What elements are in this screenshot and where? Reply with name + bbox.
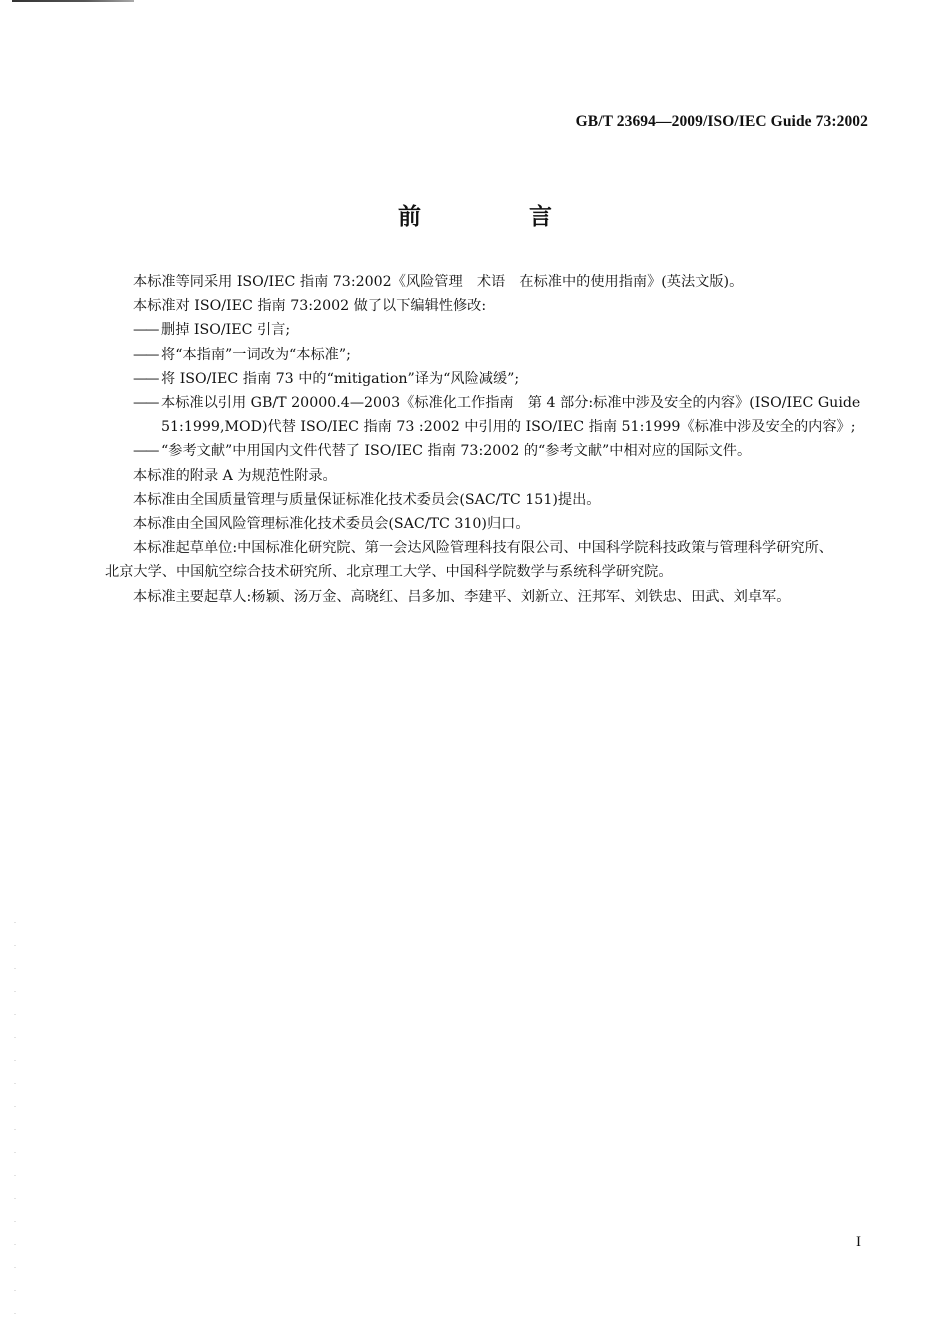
paragraph-drafting-organizations: 本标准起草单位:中国标准化研究院、第一会达风险管理科技有限公司、中国科学院科技政策与管理科学研究所、北京大学、中国航空综合技术研究所、北京理工大学、中国科学院数学与系统科学研究院。 (105, 540, 833, 581)
page-title: 前 言 (397, 204, 602, 230)
dash-lead: —— (133, 443, 158, 460)
list-item (105, 391, 873, 439)
paragraph-annex: 本标准的附录 A 为规范性附录。 (133, 467, 337, 484)
page-number: I (856, 1234, 861, 1250)
list-item-text: “参考文献”中用国内文件代替了 ISO/IEC 指南 73:2002 的“参考文献”中相对应的国际文件。 (161, 443, 752, 460)
foreword-body (105, 270, 873, 609)
list-item (105, 367, 873, 391)
standard-code-header: GB/T 23694—2009/ISO/IEC Guide 73:2002 (575, 113, 868, 130)
list-item-text: 将 ISO/IEC 指南 73 中的“mitigation”译为“风险减缓”; (161, 370, 520, 387)
dash-lead: —— (133, 346, 158, 363)
paragraph-under-jurisdiction: 本标准由全国风险管理标准化技术委员会(SAC/TC 310)归口。 (133, 516, 530, 533)
dash-lead: —— (133, 322, 158, 339)
list-item-text: 将“本指南”一词改为“本标准”; (161, 346, 351, 363)
scan-margin-marks (14, 900, 16, 1320)
dash-lead: —— (133, 370, 158, 387)
scan-top-rule (12, 0, 134, 2)
paragraph-modifications-intro: 本标准对 ISO/IEC 指南 73:2002 做了以下编辑性修改: (133, 298, 487, 315)
list-item-text: 删掉 ISO/IEC 引言; (161, 322, 291, 339)
list-item (105, 343, 873, 367)
paragraph-proposed-by: 本标准由全国质量管理与质量保证标准化技术委员会(SAC/TC 151)提出。 (133, 491, 601, 508)
list-item (105, 318, 873, 342)
list-item (105, 439, 873, 463)
list-item-text: 本标准以引用 GB/T 20000.4—2003《标准化工作指南 第 4 部分:标准中涉及安全的内容》(ISO/IEC Guide 51:1999,MOD)代替 ISO/IEC 指南 73 :2002 中引用的 ISO/IEC 指南 51:1999《标准中涉及安全的内容》; (161, 395, 861, 436)
paragraph-drafters: 本标准主要起草人:杨颖、汤万金、高晓红、吕多加、李建平、刘新立、汪邦军、刘铁忠、田武、刘卓军。 (133, 588, 791, 605)
paragraph-adoption: 本标准等同采用 ISO/IEC 指南 73:2002《风险管理 术语 在标准中的使用指南》(英法文版)。 (133, 274, 744, 290)
dash-lead: —— (133, 395, 158, 412)
